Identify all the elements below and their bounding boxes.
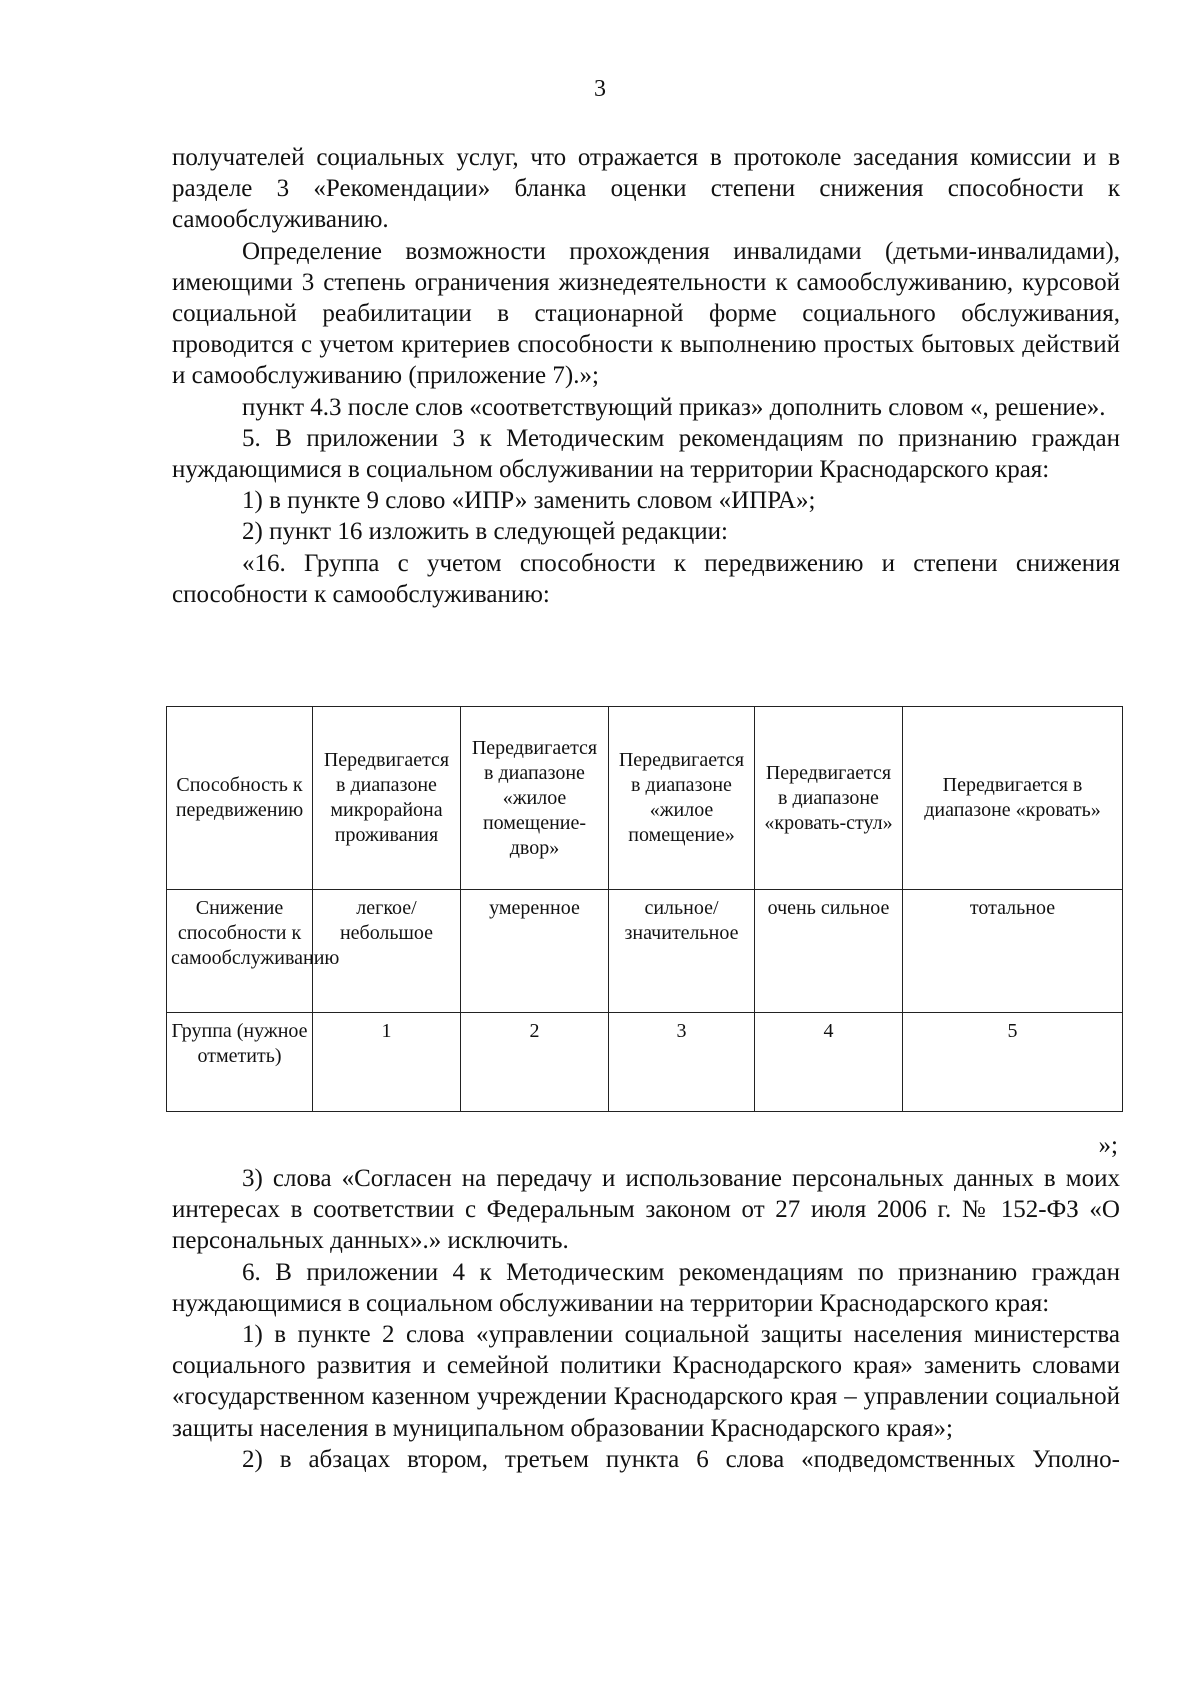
paragraph: 6. В приложении 4 к Методическим рекомендациям по признанию граждан нуждающимися в социальном обслуживании на территории Краснодарского края: [172,1258,1120,1317]
paragraph: Определение возможности прохождения инвалидами (детьми-инвалидами), имеющими 3 степень ограничения жизнедеятельности к самообслуживанию, курсовой социальной реабилитации в стационарной форме социального обслуживания, проводится с учетом критериев способности к выполнению простых бытовых действий и самообслуживанию (приложение 7).»; [172,237,1120,390]
paragraph: 3) слова «Согласен на передачу и использование персональных данных в моих интересах в соответствии с Федеральным законом от 27 июля 2006 г. № 152-ФЗ «О персональных данных».» исключить. [172,1165,1120,1255]
paragraph: 1) в пункте 9 слово «ИПР» заменить словом «ИПРА»; [242,487,816,515]
table-row-mobility [167,707,1123,890]
table-row-group [167,1013,1123,1112]
table-cell: умеренное [461,890,609,1013]
table-cell-row-label: Группа (нужное отметить) [167,1013,313,1112]
paragraph: 2) в абзацах втором, третьем пункта 6 слова «подведомственных Уполно- [242,1445,1120,1473]
paragraph: получателей социальных услуг, что отражается в протоколе заседания комиссии и в разделе 3 «Рекомендации» бланка оценки степени снижения способности к самообслуживанию. [172,144,1120,234]
paragraph: «16. Группа с учетом способности к передвижению и степени снижения способности к самообслуживанию: [172,549,1120,608]
paragraph: 1) в пункте 2 слова «управлении социальной защиты населения министерства социального развития и семейной политики Краснодарского края» заменить словами «государственном казенном учреждении Краснодарского края – управлении социальной защиты населения в муниципальном образовании Краснодарского края»; [172,1321,1120,1442]
table-cell-row-label: Снижение способности к самообслуживанию [167,890,313,1013]
table-cell: легкое/ небольшое [313,890,461,1013]
body-text-bottom [172,1163,1120,1475]
table-row-reduction [167,890,1123,1013]
table-cell: 4 [755,1013,903,1112]
table-cell: сильное/ значительное [609,890,755,1013]
table-cell: Передвигается в диапазоне «кровать-стул» [755,707,903,890]
group-criteria-table [166,706,1123,1112]
table-cell: Передвигается в диапазоне «жилое помещение» [609,707,755,890]
table-cell: 2 [461,1013,609,1112]
table-cell: Передвигается в диапазоне «жилое помещение-двор» [461,707,609,890]
table-cell: Передвигается в диапазоне «кровать» [903,707,1123,890]
paragraph: пункт 4.3 после слов «соответствующий приказ» дополнить словом «, решение». [242,393,1106,421]
table-cell: очень сильное [755,890,903,1013]
table-cell-row-label: Способность к передвижению [167,707,313,890]
table-cell: Передвигается в диапазоне микрорайона проживания [313,707,461,890]
paragraph: 5. В приложении 3 к Методическим рекомендациям по признанию граждан нуждающимися в социальном обслуживании на территории Краснодарского края: [172,424,1120,484]
table-cell: тотальное [903,890,1123,1013]
table-cell: 3 [609,1013,755,1112]
table-closing-quote: »; [1098,1132,1118,1159]
group-criteria-table-wrap [166,706,1122,1112]
page-number: 3 [594,76,606,102]
body-text-top [172,142,1120,610]
table-cell: 1 [313,1013,461,1112]
table-cell: 5 [903,1013,1123,1112]
paragraph: 2) пункт 16 изложить в следующей редакции: [242,518,728,546]
